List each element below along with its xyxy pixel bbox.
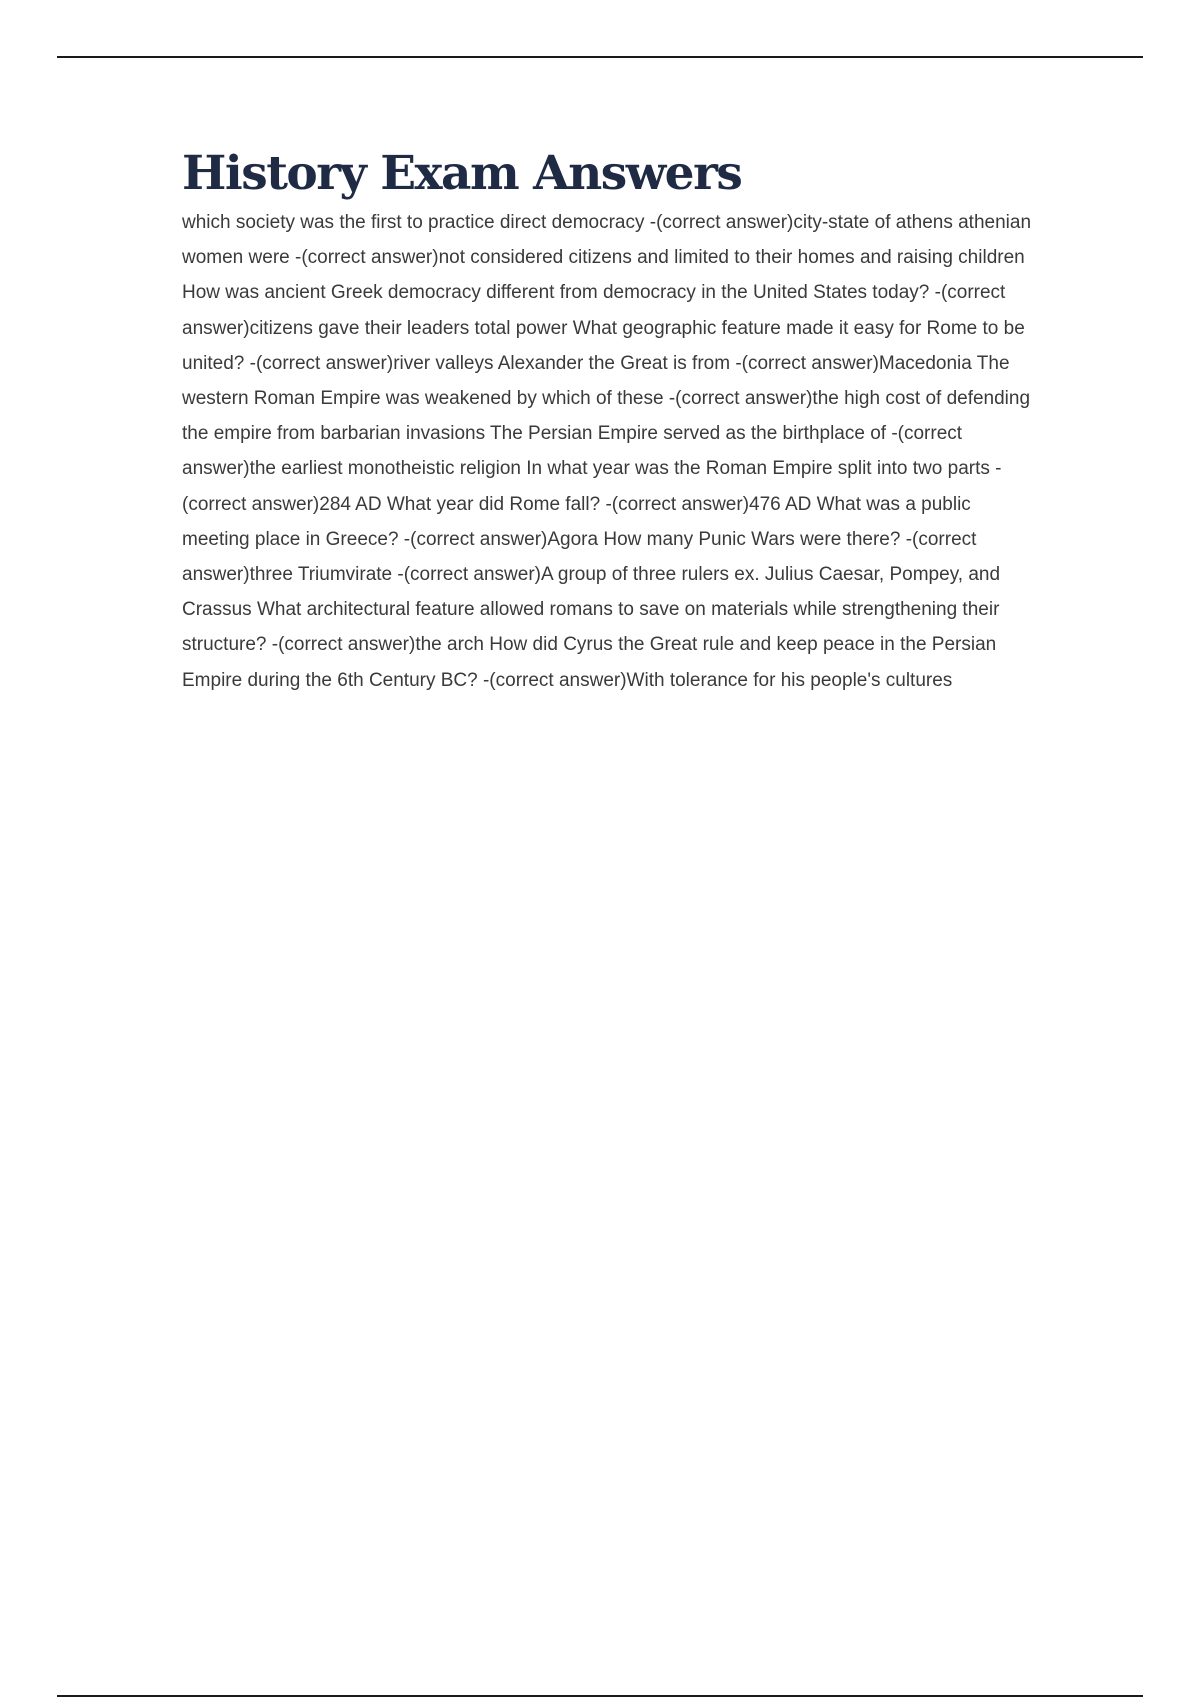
document-body: which society was the first to practice direct democracy -(correct answer)city-state of athens athenian women were -(correct answer)not considered citizens and limited to their homes and raising children How was ancient Greek democracy different from democracy in the United States today? -(correct answer)citizens gave their leaders total power What geographic feature made it easy for Rome to be united? -(correct answer)river valleys Alexander the Great is from -(correct answer)Macedonia The western Roman Empire was weakened by which of these -(correct answer)the high cost of defending the empire from barbarian invasions The Persian Empire served as the birthplace of -(correct answer)the earliest monotheistic religion In what year was the Roman Empire split into two parts -(correct answer)284 AD What year did Rome fall? -(correct answer)476 AD What was a public meeting place in Greece? -(correct answer)Agora How many Punic Wars were there? -(correct answer)three Triumvirate -(correct answer)A group of three rulers ex. Julius Caesar, Pompey, and Crassus What architectural feature allowed romans to save on materials while strengthening their structure? -(correct answer)the arch How did Cyrus the Great rule and keep peace in the Persian Empire during the 6th Century BC? -(correct answer)With tolerance for his people's cultures [182,212,1032,691]
document-content [182,143,1034,698]
document-title: History Exam Answers [182,146,742,201]
header-divider [57,56,1143,58]
footer-divider [57,1695,1143,1697]
